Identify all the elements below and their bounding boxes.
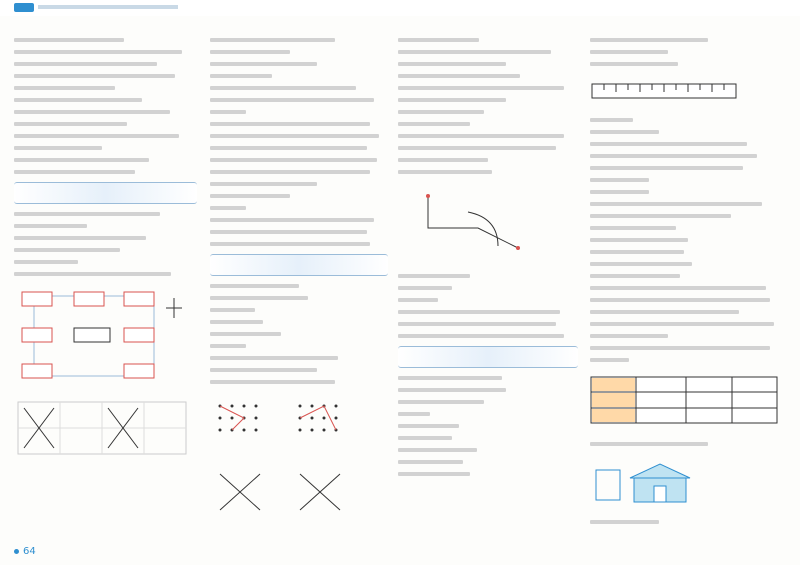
page-dot-icon bbox=[14, 549, 19, 554]
cross-figure bbox=[210, 470, 386, 514]
ruler-figure bbox=[590, 80, 740, 102]
section-banner bbox=[210, 254, 388, 276]
answer-column-3 bbox=[398, 32, 578, 537]
house-figure bbox=[590, 460, 710, 504]
page-number-text: 64 bbox=[23, 546, 36, 557]
dot-grid-figure bbox=[14, 398, 194, 458]
block-map-diagram bbox=[14, 290, 194, 382]
header-strip bbox=[0, 0, 800, 16]
header-tag bbox=[14, 3, 34, 12]
dot-lattice-figure bbox=[210, 398, 386, 454]
answer-column-2 bbox=[210, 32, 388, 537]
section-banner bbox=[14, 182, 197, 204]
section-banner bbox=[398, 346, 578, 368]
header-bar bbox=[38, 5, 178, 9]
answer-column-4 bbox=[590, 32, 786, 537]
answer-column-1 bbox=[14, 32, 197, 537]
page-number bbox=[14, 546, 36, 557]
route-map-figure bbox=[398, 188, 574, 258]
tally-table-figure bbox=[590, 376, 780, 426]
